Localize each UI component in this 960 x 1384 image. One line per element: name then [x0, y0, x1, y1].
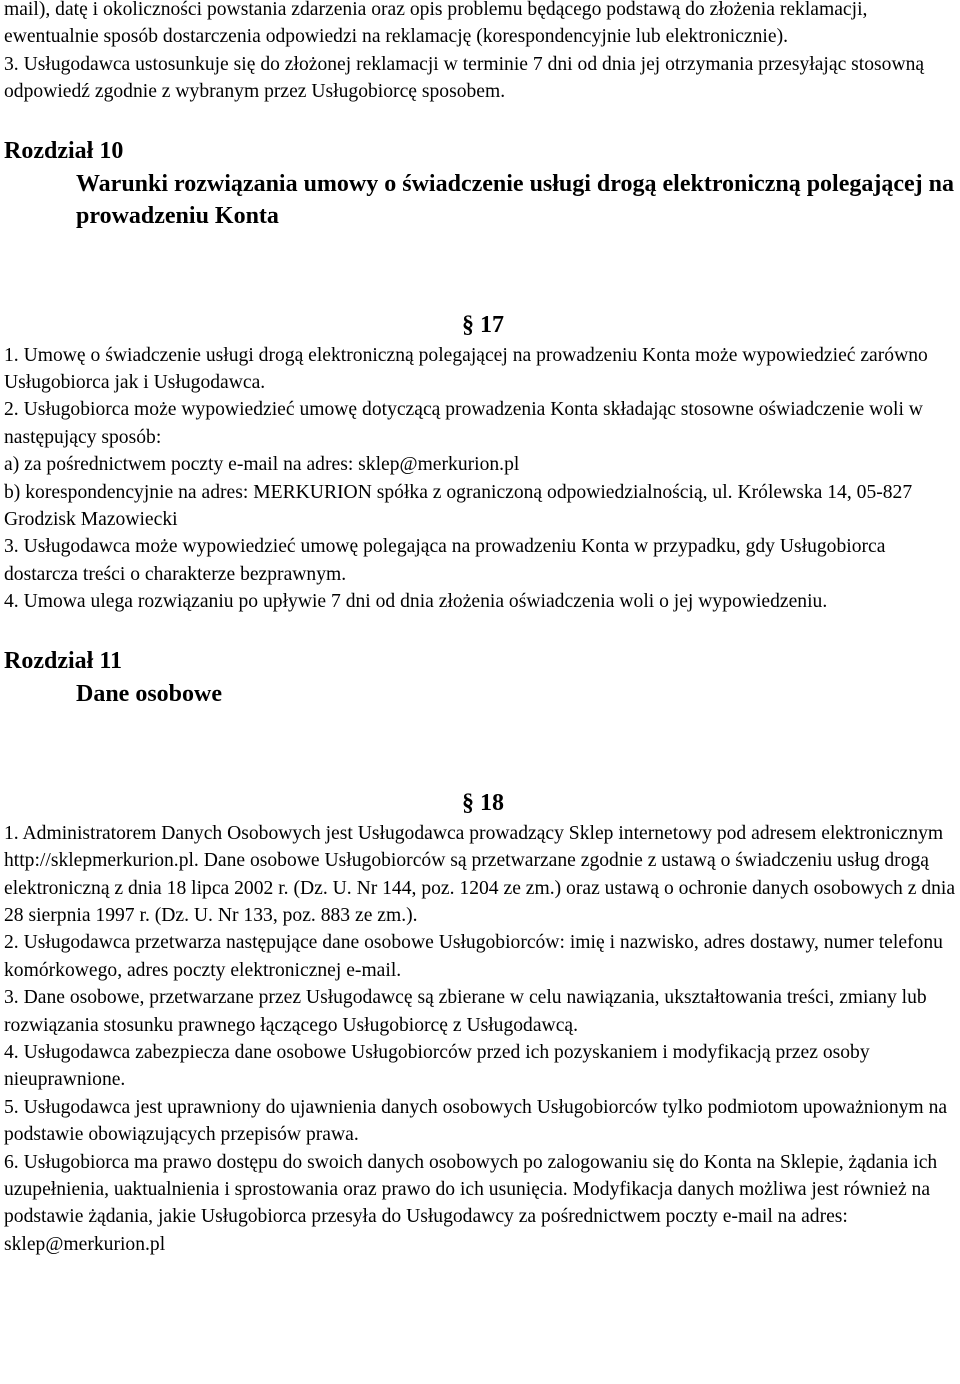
chapter-11-title: Dane osobowe: [76, 680, 223, 707]
ch10-paragraph-2: 2. Usługobiorca może wypowiedzieć umowę dotyczącą prowadzenia Konta składając stosowne oświadczenie woli w następujący sposób:: [4, 399, 923, 448]
paragraph-complaint-contents: mail), datę i okoliczności powstania zdarzenia oraz opis problemu będącego podstawą do złożenia reklamacji, ewentualnie sposób dostarczenia odpowiedzi na reklamację (korespondencyjnie lub elektronicznie).: [4, 0, 868, 48]
section-17-mark: § 17: [462, 311, 504, 338]
ch10-paragraph-3: 3. Usługodawca może wypowiedzieć umowę polegająca na prowadzeniu Konta w przypadku, gdy Usługobiorca dostarcza treści o charakterze bezprawnym.: [4, 536, 886, 585]
document-page: [4, 0, 956, 1258]
ch10-paragraph-2b: b) korespondencyjnie na adres: MERKURION spółka z ograniczoną odpowiedzialnością, ul. Królewska 14, 05-827 Grodzisk Mazowiecki: [4, 481, 913, 531]
ch10-paragraph-4: 4. Umowa ulega rozwiązaniu po upływie 7 dni od dnia złożenia oświadczenia woli o jej wypowiedzeniu.: [4, 591, 828, 613]
chapter-10-title: Warunki rozwiązania umowy o świadczenie usługi drogą elektroniczną polegającej na prowadzeniu Konta: [76, 170, 955, 229]
chapter-11: [4, 646, 956, 1259]
ch11-paragraph-1: 1. Administratorem Danych Osobowych jest Usługodawca prowadzący Sklep internetowy pod adresem elektronicznym http://sklepmerkurion.pl. Dane osobowe Usługobiorców są przetwarzane zgodnie z ustawą o świadczeniu usług drogą elektroniczną z dnia 18 lipca 2002 r. (Dz. U. Nr 144, poz. 1204 ze zm.) oraz ustawą o ochronie danych osobowych z dnia 28 sierpnia 1997 r. (Dz. U. Nr 133, poz. 883 ze zm.).: [4, 822, 956, 926]
ch10-paragraph-2a: a) za pośrednictwem poczty e-mail na adres: sklep@merkurion.pl: [4, 454, 520, 476]
section-18-mark: § 18: [462, 789, 504, 816]
chapter-10-label: Rozdział 10: [4, 137, 124, 164]
ch11-paragraph-6: 6. Usługobiorca ma prawo dostępu do swoich danych osobowych po zalogowaniu się do Konta na Sklepie, żądania ich uzupełnienia, uaktualnienia i sprostowania oraz prawo do ich usunięcia. Modyfikacja danych możliwa jest również na podstawie żądania, jakie Usługobiorca przesyła do Usługodawcy za pośrednictwem poczty e-mail na adres: sklep@merkurion.pl: [4, 1151, 938, 1255]
paragraph-complaint-response: 3. Usługodawca ustosunkuje się do złożonej reklamacji w terminie 7 dni od dnia jej otrzymania przesyłając stosowną odpowiedź zgodnie z wybranym przez Usługobiorcę sposobem.: [4, 53, 925, 103]
ch11-paragraph-2: 2. Usługodawca przetwarza następujące dane osobowe Usługobiorców: imię i nazwisko, adres dostawy, numer telefonu komórkowego, adres poczty elektronicznej e-mail.: [4, 932, 943, 981]
ch10-paragraph-1: 1. Umowę o świadczenie usługi drogą elektroniczną polegającej na prowadzeniu Konta może wypowiedzieć zarówno Usługobiorca jak i Usługodawca.: [4, 344, 928, 394]
ch11-paragraph-3: 3. Dane osobowe, przetwarzane przez Usługodawcę są zbierane w celu nawiązania, ukształtowania treści, zmiany lub rozwiązania stosunku prawnego łączącego Usługobiorcę z Usługodawcą.: [4, 987, 927, 1036]
ch11-paragraph-4: 4. Usługodawca zabezpiecza dane osobowe Usługobiorców przed ich pozyskaniem i modyfikacją przez osoby nieuprawnione.: [4, 1041, 870, 1091]
ch11-paragraph-5: 5. Usługodawca jest uprawniony do ujawnienia danych osobowych Usługobiorców tylko podmiotom upoważnionym na podstawie obowiązujących przepisów prawa.: [4, 1096, 948, 1146]
chapter-11-label: Rozdział 11: [4, 647, 122, 674]
chapter-10: [4, 136, 956, 616]
